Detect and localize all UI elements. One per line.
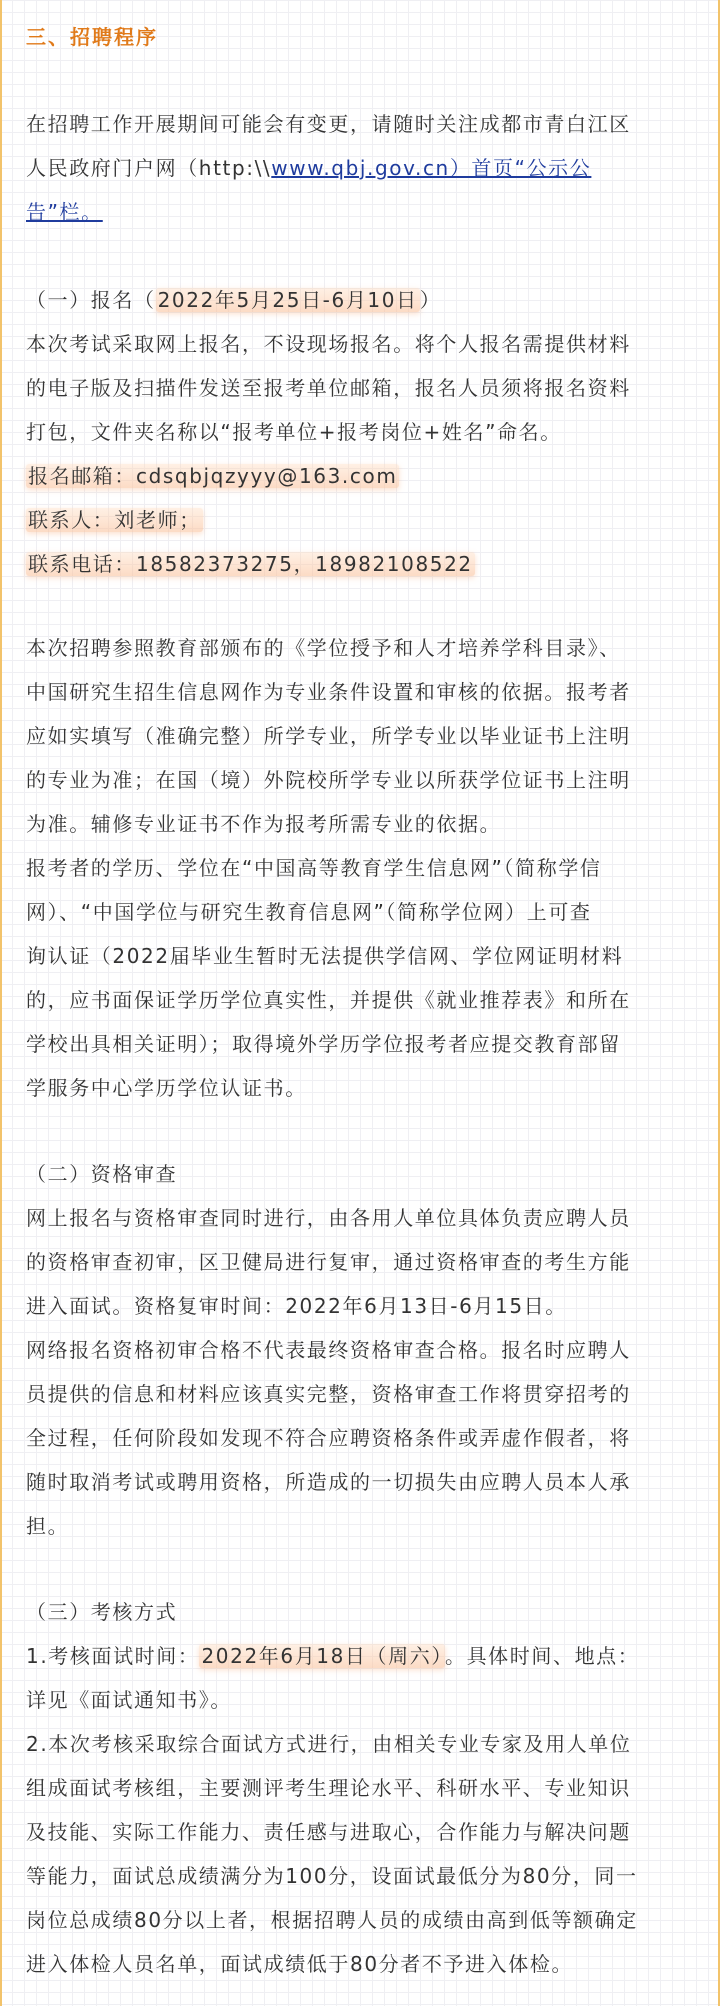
government-portal-link[interactable]: www.qbj.gov.cn）首页“公示公: [271, 156, 592, 180]
registration-email-line: [26, 454, 697, 498]
registration-title: [26, 278, 697, 322]
assessment-line-5: 岗位总成绩80分以上者，根据招聘人员的成绩由高到低等额确定: [26, 1908, 638, 1932]
qualification-line-6: 全过程，任何阶段如发现不符合应聘资格条件或弄虚作假者，将: [26, 1426, 631, 1450]
registration-email: 报名邮箱：cdsqbjqzyyy@163.com: [28, 464, 398, 488]
assessment-item-1-prefix: 1.考核面试时间：: [26, 1644, 200, 1668]
registration-phone: 联系电话：18582373275，18982108522: [28, 552, 473, 576]
registration-phone-line: [26, 542, 697, 586]
registration-section: [26, 278, 697, 586]
assessment-title: （三）考核方式: [26, 1600, 178, 1624]
interview-date-highlight: 2022年6月18日（周六）: [201, 1644, 443, 1668]
registration-title-prefix: （一）报名（: [26, 288, 156, 312]
registration-line-2: 的电子版及扫描件发送至报考单位邮箱，报名人员须将报名资料: [26, 376, 631, 400]
qualification-line-5: 员提供的信息和材料应该真实完整，资格审查工作将贯穿招考的: [26, 1382, 631, 1406]
qualification-title: （二）资格审查: [26, 1162, 178, 1186]
registration-date-highlight: 2022年5月25日-6月10日: [157, 288, 418, 312]
assessment-section: [26, 1590, 697, 1986]
qualification-section: [26, 1152, 697, 1548]
intro-line-1: 在招聘工作开展期间可能会有变更，请随时关注成都市青白江区: [26, 112, 631, 136]
registration-line-3: 打包，文件夹名称以“报考单位+报考岗位+姓名”命名。: [26, 420, 562, 444]
major-basis-section: [26, 626, 697, 1110]
government-portal-link-cont[interactable]: 告”栏。: [26, 200, 103, 224]
major-line-5: 为准。辅修专业证书不作为报考所需专业的依据。: [26, 812, 502, 836]
major-line-11: 学服务中心学历学位认证书。: [26, 1076, 307, 1100]
assessment-line-1: 2.本次考核采取综合面试方式进行，由相关专业专家及用人单位: [26, 1732, 632, 1756]
registration-contact: 联系人：刘老师；: [28, 508, 201, 532]
major-line-4: 的专业为准；在国（境）外院校所学专业以所获学位证书上注明: [26, 768, 631, 792]
intro-line-2-prefix: 人民政府门户网（http:\\: [26, 156, 272, 180]
major-line-8: 询认证（2022届毕业生暂时无法提供学信网、学位网证明材料: [26, 944, 624, 968]
registration-contact-line: [26, 498, 697, 542]
assessment-item-1: [26, 1634, 697, 1678]
major-line-2: 中国研究生招生信息网作为专业条件设置和审核的依据。报考者: [26, 680, 631, 704]
qualification-line-7: 随时取消考试或聘用资格，所造成的一切损失由应聘人员本人承: [26, 1470, 631, 1494]
assessment-item-1-suffix: 。具体时间、地点：: [444, 1644, 640, 1668]
section-heading: 三、招聘程序: [26, 25, 158, 49]
assessment-line-2: 组成面试考核组，主要测评考生理论水平、科研水平、专业知识: [26, 1776, 631, 1800]
assessment-item-1-line-2: 详见《面试通知书》。: [26, 1688, 232, 1712]
major-line-9: 的，应书面保证学历学位真实性，并提供《就业推荐表》和所在: [26, 988, 631, 1012]
major-line-6: 报考者的学历、学位在“中国高等教育学生信息网”（简称学信: [26, 856, 602, 880]
registration-line-1: 本次考试采取网上报名，不设现场报名。将个人报名需提供材料: [26, 332, 631, 356]
qualification-line-8: 担。: [26, 1514, 70, 1538]
assessment-line-6: 进入体检人员名单，面试成绩低于80分者不予进入体检。: [26, 1952, 574, 1976]
qualification-line-1: 网上报名与资格审查同时进行，由各用人单位具体负责应聘人员: [26, 1206, 631, 1230]
intro-line-3: [26, 190, 697, 234]
assessment-line-4: 等能力，面试总成绩满分为100分，设面试最低分为80分，同一: [26, 1864, 638, 1888]
qualification-line-3: 进入面试。资格复审时间：2022年6月13日-6月15日。: [26, 1294, 567, 1318]
assessment-line-3: 及技能、实际工作能力、责任感与进取心，合作能力与解决问题: [26, 1820, 631, 1844]
major-line-7: 网）、“中国学位与研究生教育信息网”（简称学位网）上可查: [26, 900, 592, 924]
major-line-10: 学校出具相关证明）；取得境外学历学位报考者应提交教育部留: [26, 1032, 621, 1056]
intro-line-2: [26, 146, 697, 190]
qualification-line-4: 网络报名资格初审合格不代表最终资格审查合格。报名时应聘人: [26, 1338, 631, 1362]
major-line-1: 本次招聘参照教育部颁布的《学位授予和人才培养学科目录》、: [26, 636, 621, 660]
intro-paragraph: [26, 102, 697, 234]
qualification-line-2: 的资格审查初审，区卫健局进行复审，通过资格审查的考生方能: [26, 1250, 631, 1274]
major-line-3: 应如实填写（准确完整）所学专业，所学专业以毕业证书上注明: [26, 724, 631, 748]
registration-title-suffix: ）: [419, 288, 442, 312]
